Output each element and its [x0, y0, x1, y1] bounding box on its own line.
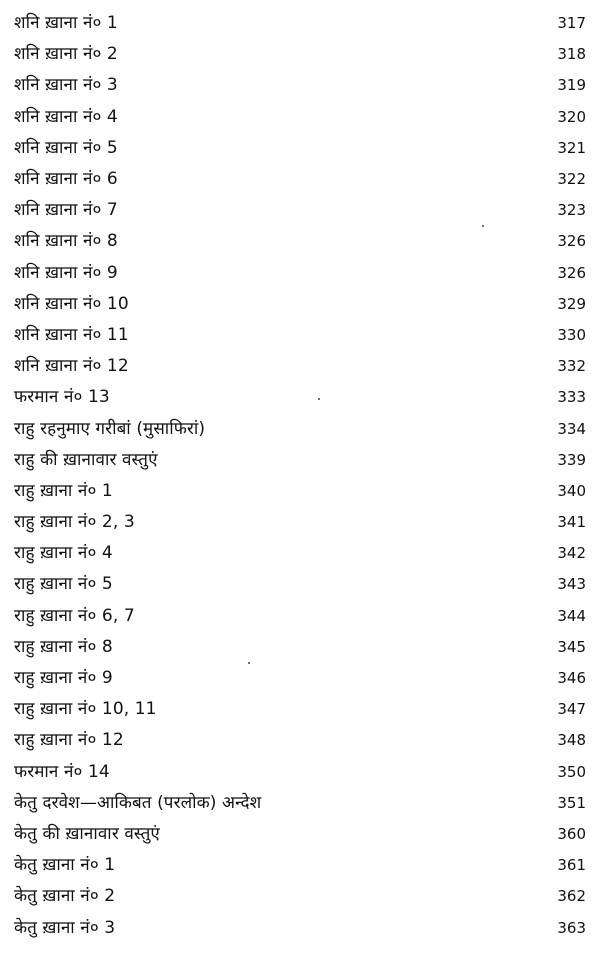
toc-entry-title: राहु ख़ाना नं० 8 [14, 636, 113, 657]
toc-entry [0, 819, 600, 850]
toc-entry-title: शनि ख़ाना नं० 2 [14, 44, 118, 65]
toc-entry-page: 348 [557, 731, 586, 750]
toc-entry-page: 343 [557, 575, 586, 594]
toc-entry-page: 329 [557, 294, 586, 313]
toc-entry [0, 382, 600, 413]
toc-entry-title: शनि ख़ाना नं० 4 [14, 106, 118, 127]
toc-entry-title: केतु ख़ाना नं० 2 [14, 886, 116, 907]
toc-entry-page: 317 [557, 14, 586, 33]
toc-entry [0, 70, 600, 101]
toc-entry-title: शनि ख़ाना नं० 5 [14, 137, 118, 158]
toc-entry [0, 601, 600, 632]
toc-entry [0, 694, 600, 725]
toc-entry [0, 413, 600, 444]
toc-entry-title: शनि ख़ाना नं० 11 [14, 324, 129, 345]
toc-entry [0, 258, 600, 289]
toc-entry-title: केतु दरवेश—आकिबत (परलोक) अन्देश [14, 792, 262, 813]
toc-entry [0, 8, 600, 39]
toc-entry-page: 318 [557, 45, 586, 64]
toc-entry-title: राहु ख़ाना नं० 5 [14, 574, 113, 595]
toc-entry [0, 663, 600, 694]
toc-entry-title: फरमान नं० 14 [14, 761, 110, 782]
toc-entry-page: 334 [557, 419, 586, 438]
toc-entry-title: शनि ख़ाना नं० 6 [14, 169, 118, 190]
toc-entry [0, 102, 600, 133]
toc-entry-page: 340 [557, 481, 586, 500]
toc-entry [0, 351, 600, 382]
toc-entry [0, 725, 600, 756]
toc-entry-page: 333 [557, 388, 586, 407]
toc-entry-title: शनि ख़ाना नं० 8 [14, 231, 118, 252]
toc-entry-page: 320 [557, 107, 586, 126]
scan-speck [318, 398, 320, 400]
toc-entry [0, 39, 600, 70]
toc-entry-title: राहु ख़ाना नं० 1 [14, 480, 113, 501]
toc-entry-title: राहु की ख़ानावार वस्तुएं [14, 449, 158, 470]
toc-entry [0, 133, 600, 164]
toc-entry-page: 341 [557, 513, 586, 532]
toc-entry-title: शनि ख़ाना नं० 12 [14, 356, 129, 377]
toc-entry-title: फरमान नं० 13 [14, 387, 110, 408]
toc-entry [0, 289, 600, 320]
toc-entry-page: 321 [557, 138, 586, 157]
toc-entry-title: शनि ख़ाना नं० 1 [14, 13, 118, 34]
toc-entry [0, 320, 600, 351]
toc-entry [0, 569, 600, 600]
toc-entry-page: 346 [557, 669, 586, 688]
scan-speck [248, 662, 250, 664]
toc-entry-page: 319 [557, 76, 586, 95]
toc-entry-page: 330 [557, 325, 586, 344]
toc-entry [0, 881, 600, 912]
toc-entry-page: 361 [557, 856, 586, 875]
toc-entry [0, 164, 600, 195]
toc-entry [0, 226, 600, 257]
toc-entry-title: राहु ख़ाना नं० 4 [14, 543, 113, 564]
toc-entry-page: 345 [557, 637, 586, 656]
toc-entry-page: 362 [557, 887, 586, 906]
toc-entry [0, 757, 600, 788]
toc-entry-title: केतु ख़ाना नं० 3 [14, 917, 116, 938]
toc-entry [0, 445, 600, 476]
toc-entry [0, 476, 600, 507]
toc-entry-title: राहु रहनुमाए गरीबां (मुसाफिरां) [14, 418, 206, 439]
toc-entry-title: राहु ख़ाना नं० 10, 11 [14, 699, 157, 720]
toc-entry-title: केतु ख़ाना नं० 1 [14, 855, 116, 876]
toc-entry-page: 351 [557, 793, 586, 812]
toc-entry-page: 363 [557, 918, 586, 937]
toc-entry-title: राहु ख़ाना नं० 6, 7 [14, 605, 135, 626]
toc-entry [0, 195, 600, 226]
toc-entry-page: 350 [557, 762, 586, 781]
toc-entry-page: 360 [557, 824, 586, 843]
toc-entry [0, 850, 600, 881]
toc-entry-title: शनि ख़ाना नं० 3 [14, 75, 118, 96]
toc-entry-title: शनि ख़ाना नं० 7 [14, 200, 118, 221]
toc-entry-page: 322 [557, 170, 586, 189]
toc-entry-page: 332 [557, 357, 586, 376]
toc-entry-page: 326 [557, 232, 586, 251]
toc-entry-title: राहु ख़ाना नं० 9 [14, 668, 113, 689]
toc-entry [0, 507, 600, 538]
toc-entry [0, 788, 600, 819]
toc-entry [0, 912, 600, 943]
toc-entry-title: राहु ख़ाना नं० 2, 3 [14, 512, 135, 533]
toc-entry-page: 347 [557, 700, 586, 719]
toc-entry-page: 323 [557, 201, 586, 220]
toc-entry [0, 632, 600, 663]
toc-entry-page: 326 [557, 263, 586, 282]
toc-entry-page: 344 [557, 606, 586, 625]
toc-entry-title: केतु की ख़ानावार वस्तुएं [14, 823, 160, 844]
toc-entry [0, 538, 600, 569]
toc-entry-title: राहु ख़ाना नं० 12 [14, 730, 124, 751]
toc-entry-page: 339 [557, 450, 586, 469]
toc-entry-title: शनि ख़ाना नं० 10 [14, 293, 129, 314]
scan-speck [482, 225, 484, 227]
toc-entry-page: 342 [557, 544, 586, 563]
toc-entry-title: शनि ख़ाना नं० 9 [14, 262, 118, 283]
